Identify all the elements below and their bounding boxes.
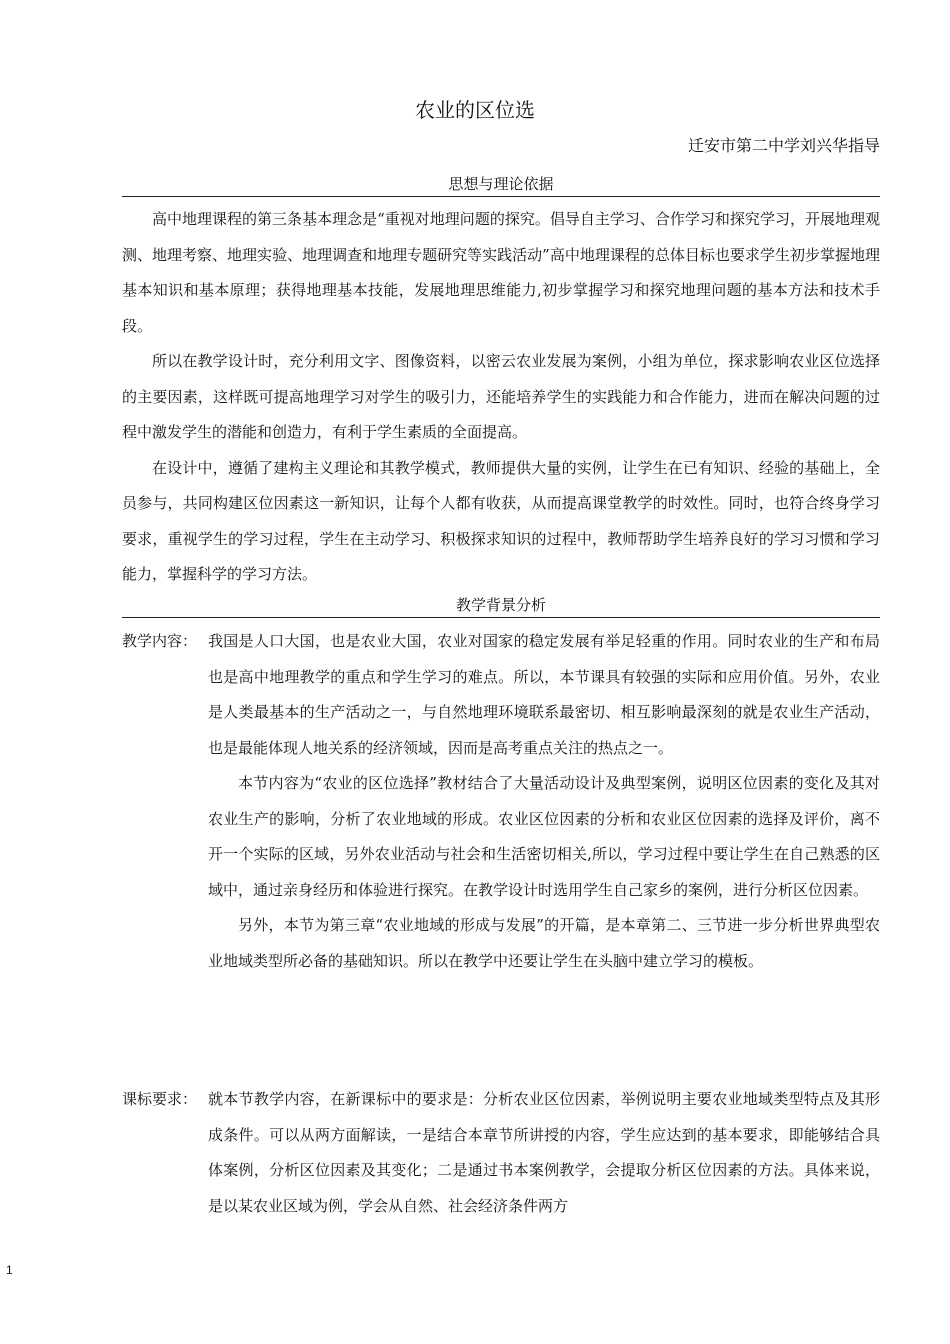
curriculum-standard-label: 课标要求：	[122, 1090, 198, 1108]
paragraph: 在设计中，遵循了建构主义理论和其教学模式，教师提供大量的实例，让学生在已有知识、经验的基础上，全员参与，共同构建区位因素这一新知识，让每个人都有收获，从而提高课堂教学的时效性。同时，也符合终身学习要求，重视学生的学习过程，学生在主动学习、积极探求知识的过程中，教师帮助学生培养良好的学习习惯和学习能力，掌握科学的学习方法。	[122, 458, 880, 583]
document-title: 农业的区位选	[415, 98, 535, 122]
page-number: 1	[6, 1263, 13, 1277]
curriculum-standard-field	[122, 1082, 880, 1224]
teaching-content-body	[208, 624, 880, 979]
author-line: 迁安市第二中学刘兴华指导	[687, 136, 880, 155]
theory-body	[122, 202, 880, 593]
paragraph: 本节内容为“农业的区位选择”教材结合了大量活动设计及典型案例，说明区位因素的变化及其对农业生产的影响，分析了农业地域的形成。农业区位因素的分析和农业区位因素的选择及评价，离不开一个实际的区域，另外农业活动与社会和生活密切相关,所以，学习过程中要让学生在自己熟悉的区域中，通过亲身经历和体验进行探究。在教学设计时选用学生自己家乡的案例，进行分析区位因素。	[208, 774, 880, 899]
paragraph: 我国是人口大国，也是农业大国，农业对国家的稳定发展有举足轻重的作用。同时农业的生产和布局也是高中地理教学的重点和学生学习的难点。所以，本节课具有较强的实际和应用价值。另外，农业是人类最基本的生产活动之一，与自然地理环境联系最密切、相互影响最深刻的就是农业生产活动，也是最能体现人地关系的经济领域，因而是高考重点关注的热点之一。	[208, 632, 880, 757]
paragraph: 另外，本节为第三章“农业地域的形成与发展”的开篇，是本章第二、三节进一步分析世界典型农业地域类型所必备的基础知识。所以在教学中还要让学生在头脑中建立学习的模板。	[208, 916, 880, 970]
paragraph: 高中地理课程的第三条基本理念是“重视对地理问题的探究。倡导自主学习、合作学习和探究学习，开展地理观测、地理考察、地理实验、地理调查和地理专题研究等实践活动”高中地理课程的总体目标也要求学生初步掌握地理基本知识和基本原理；获得地理基本技能，发展地理思维能力,初步掌握学习和探究地理问题的基本方法和技术手段。	[122, 210, 880, 335]
paragraph: 所以在教学设计时，充分利用文字、图像资料，以密云农业发展为案例，小组为单位，探求影响农业区位选择的主要因素，这样既可提高地理学习对学生的吸引力，还能培养学生的实践能力和合作能力，进而在解决问题的过程中激发学生的潜能和创造力，有利于学生素质的全面提高。	[122, 352, 880, 441]
teaching-content-field	[122, 624, 880, 979]
section-heading-theory: 思想与理论依据	[122, 173, 880, 197]
section-heading-background: 教学背景分析	[122, 594, 880, 618]
curriculum-standard-body	[208, 1082, 880, 1224]
teaching-content-label: 教学内容：	[122, 632, 198, 650]
paragraph: 就本节教学内容，在新课标中的要求是：分析农业区位因素，举例说明主要农业地域类型特点及其形成条件。可以从两方面解读，一是结合本章节所讲授的内容，学生应达到的基本要求，即能够结合具体案例，分析区位因素及其变化；二是通过书本案例教学，会提取分析区位因素的方法。具体来说，是以某农业区域为例，学会从自然、社会经济条件两方	[208, 1090, 880, 1215]
